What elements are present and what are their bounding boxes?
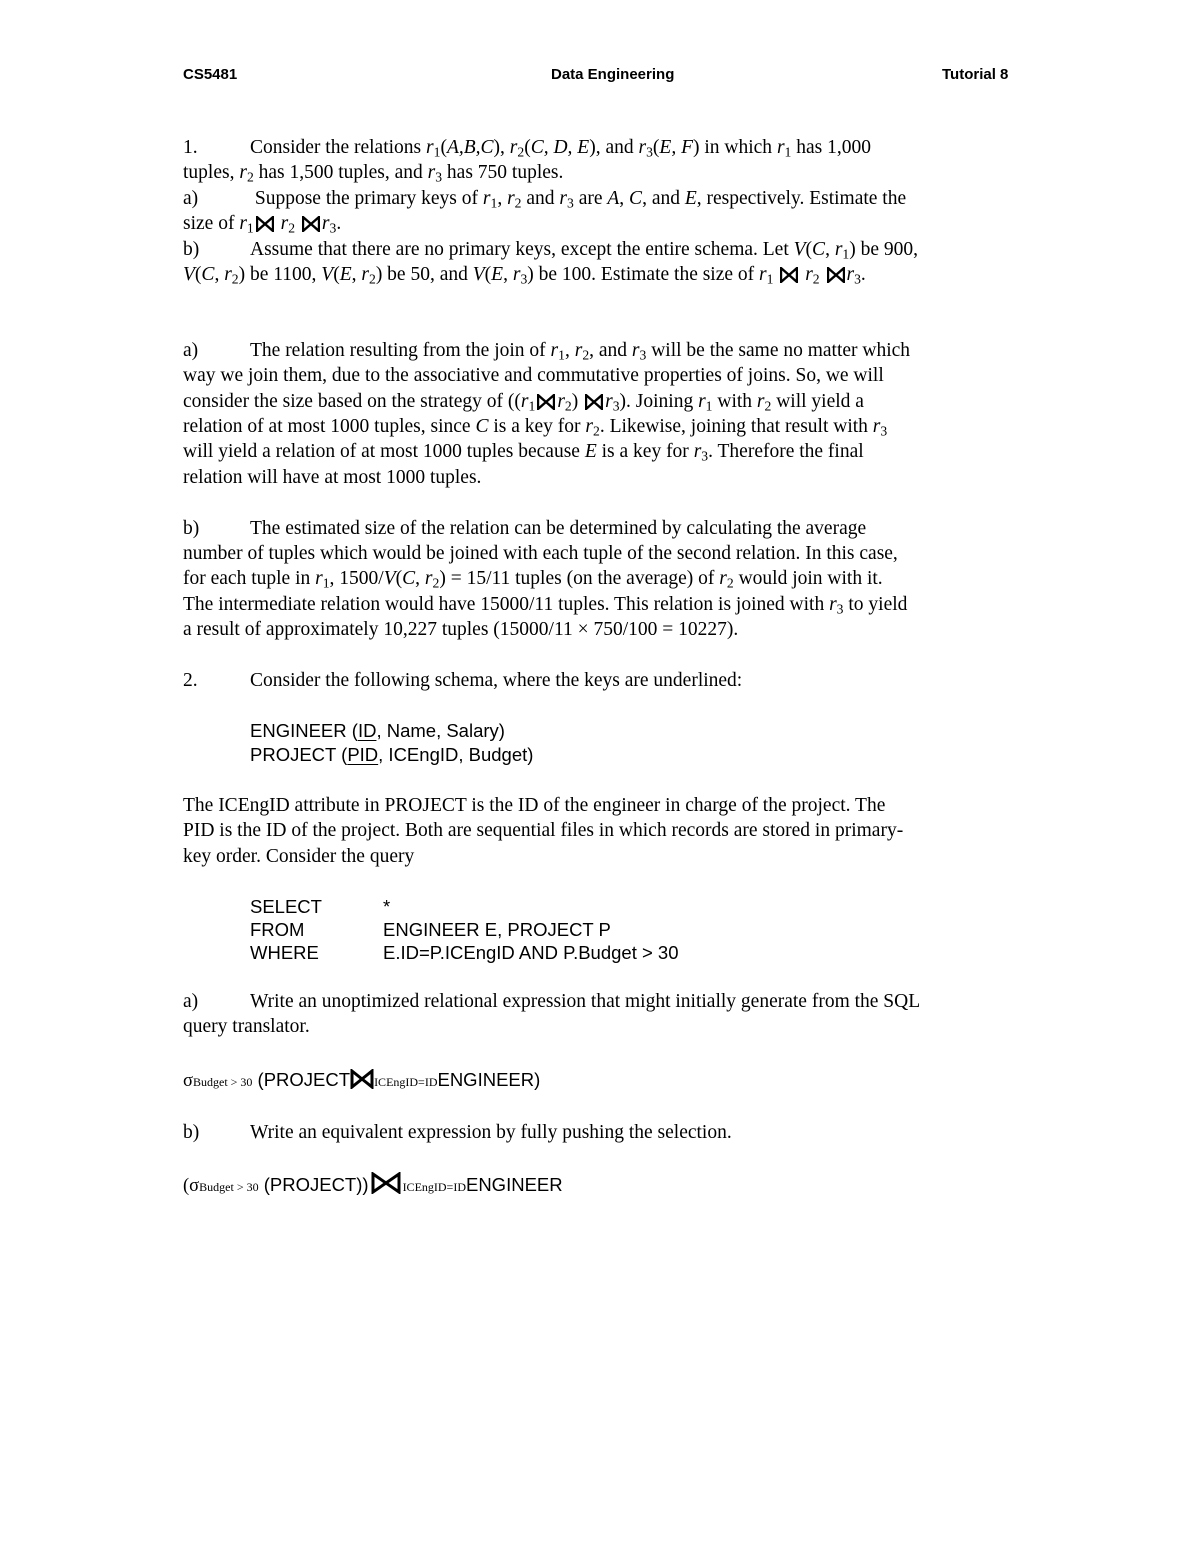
q2a-line2: query translator.: [183, 1016, 310, 1037]
ans1b-line2: number of tuples which would be joined with each tuple of the second relation. In this case,: [183, 543, 898, 564]
q1b-line2: V(C, $r_2$) be 1100, V(E, $r_2$) be 50, and V(E, $r_3$) be 100. Estimate the size of $r_1$ $r_2$ $r_3$.: [183, 264, 866, 287]
bowtie-icon: [827, 267, 845, 283]
q2-para-line2: PID is the ID of the project. Both are sequential files in which records are stored in primary-: [183, 820, 904, 841]
sql-select: SELECT *: [250, 896, 391, 917]
ans1a-line2: way we join them, due to the associative and commutative properties of joins. So, we will: [183, 365, 884, 386]
bowtie-icon: [256, 216, 274, 232]
expr-b: (σBudget > 30 (PROJECT)) ICEngID=IDENGINEER: [183, 1174, 563, 1196]
q1-line2: tuples, $r_2$ has 1,500 tuples, and $r_3$ has 750 tuples.: [183, 162, 564, 185]
ans1a-line3: consider the size based on the strategy of (($r_1$ $r_2$) $r_3$). Joining $r_1$ with $r_2$ will yield a: [183, 391, 864, 414]
q1a-line1: a) Suppose the primary keys of $r_1$, $r_2$ and $r_3$ are A, C, and E, respectively. Estimate the: [183, 188, 907, 211]
bowtie-icon: [585, 394, 603, 410]
ans1b-line3: for each tuple in $r_1$, 1500/V(C, $r_2) = 15/11$ tuples (on the average) of $r_2$ would join with it.: [183, 568, 883, 591]
header-tutorial: Tutorial 8: [942, 66, 1009, 83]
q2a-line1: a) Write an unoptimized relational expression that might initially generate from the SQL: [183, 991, 921, 1012]
sql-from: FROM ENGINEER E, PROJECT P: [250, 919, 611, 940]
primary-key-pid: PID: [347, 744, 379, 765]
ans1a-line4: relation of at most 1000 tuples, since C is a key for $r_2$. Likewise, joining that result with $r_3$: [183, 416, 888, 439]
q2b-line: b) Write an equivalent expression by fully pushing the selection.: [183, 1122, 732, 1143]
sql-where: WHERE E.ID=P.ICEngID AND P.Budget > 30: [250, 942, 679, 963]
header-title: Data Engineering: [551, 66, 675, 83]
ans1b-line4: The intermediate relation would have 15000/11 tuples. This relation is joined with $r_3$ to yield: [183, 594, 908, 617]
bowtie-icon: [302, 216, 320, 232]
q2-intro: 2. Consider the following schema, where the keys are underlined:: [183, 670, 743, 691]
q2-para-line3: key order. Consider the query: [183, 846, 415, 867]
ans1b-line1: b) The estimated size of the relation can be determined by calculating the average: [183, 518, 867, 539]
expr-a: σBudget > 30 (PROJECT ICEngID=IDENGINEER): [183, 1069, 541, 1091]
q1-line1: 1. Consider the relations $r_1(A,B,C)$, $r_2(C$, D, E), and $r_3(E$, F) in which $r_1$ has 1,000: [183, 137, 871, 160]
q2-para-line1: The ICEngID attribute in PROJECT is the ID of the engineer in charge of the project. The: [183, 795, 886, 816]
ans1b-line5: a result of approximately 10,227 tuples (15000/11 × 750/100 = 10227).: [183, 619, 739, 640]
primary-key-id: ID: [357, 720, 377, 741]
ans1a-line1: a) The relation resulting from the join of $r_1$, $r_2$, and $r_3$ will be the same no matter which: [183, 340, 911, 363]
ans1a-line5: will yield a relation of at most 1000 tuples because E is a key for $r_3$. Therefore the final: [183, 441, 864, 464]
bowtie-icon: [537, 394, 555, 410]
bowtie-icon: [780, 267, 798, 283]
schema-project: PROJECT (PID, ICEngID, Budget): [250, 744, 534, 765]
schema-engineer: ENGINEER (ID, Name, Salary): [250, 720, 505, 741]
ans1a-line6: relation will have at most 1000 tuples.: [183, 467, 482, 488]
q1b-line1: b) Assume that there are no primary keys, except the entire schema. Let V(C, $r_1$) be 900,: [183, 239, 919, 262]
q1a-line2: size of $r_1$ $r_2$ $r_3$.: [183, 213, 342, 236]
header-course: CS5481: [183, 66, 238, 83]
join-icon: [350, 1069, 374, 1089]
join-icon: [371, 1172, 401, 1194]
